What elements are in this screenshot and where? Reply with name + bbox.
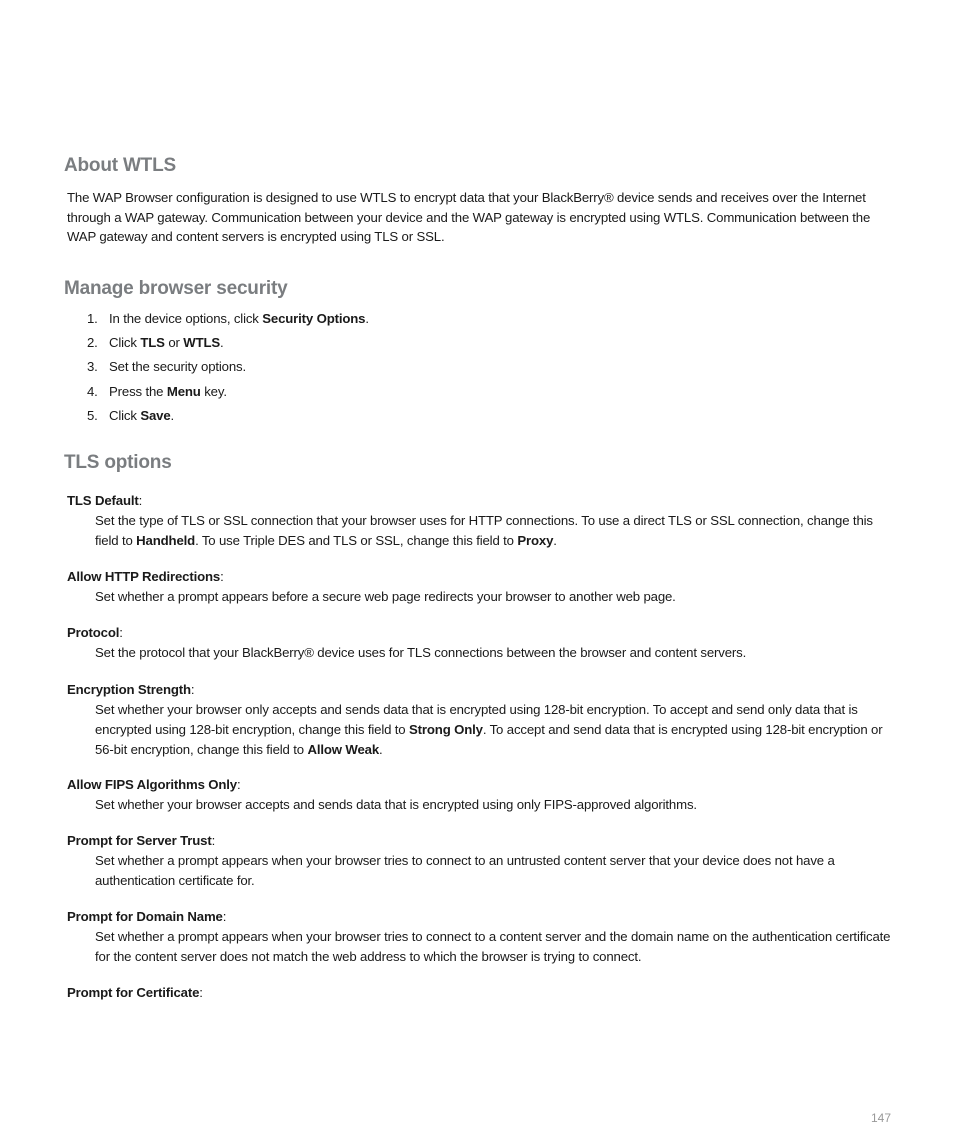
list-item: 3. Set the security options. xyxy=(87,359,246,375)
option-prompt-for-server-trust: Prompt for Server Trust: Set whether a prompt appears when your browser tries to connect to an untrusted content server that your device does not have a authentication certificate for. xyxy=(67,831,893,891)
option-name: Allow FIPS Algorithms Only xyxy=(67,777,237,792)
list-item: 5. Click Save. xyxy=(87,407,175,423)
option-prompt-for-domain-name: Prompt for Domain Name: Set whether a prompt appears when your browser tries to connect to a content server and the domain name on the authentication certificate for the content server does not match the web address to which the browser is trying to connect. xyxy=(67,907,893,967)
option-description: Set the protocol that your BlackBerry® device uses for TLS connections between the browser and content servers. xyxy=(95,645,747,660)
option-description: Set whether your browser accepts and sends data that is encrypted using only FIPS-approved algorithms. xyxy=(95,797,697,812)
heading-tls-options: TLS options xyxy=(64,452,172,473)
option-description: Set whether a prompt appears before a secure web page redirects your browser to another web page. xyxy=(95,589,676,604)
option-prompt-for-certificate: Prompt for Certificate: xyxy=(67,985,203,1000)
option-description: Set whether a prompt appears when your browser tries to connect to an untrusted content server that your device does not have a authentication certificate for. xyxy=(95,853,835,888)
option-encryption-strength: Encryption Strength: Set whether your browser only accepts and sends data that is encrypted using 128-bit encryption. To accept and send only data that is encrypted using 128-bit encryption, change this field to Strong Only. To accept and send data that is encrypted using 128-bit encryption or 56-bit encryption, change this field to Allow Weak. xyxy=(67,680,893,760)
heading-manage-browser-security: Manage browser security xyxy=(64,278,288,299)
option-name: Allow HTTP Redirections xyxy=(67,569,221,584)
list-item: 1. In the device options, click Security Options. xyxy=(87,311,369,326)
list-item: 4. Press the Menu key. xyxy=(87,383,227,399)
option-name: Protocol xyxy=(67,625,120,640)
option-tls-default: TLS Default: Set the type of TLS or SSL connection that your browser uses for HTTP connections. To use a direct TLS or SSL connection, change this field to Handheld. To use Triple DES and TLS or SSL, change this field to Proxy. xyxy=(67,491,893,551)
option-allow-http-redirections: Allow HTTP Redirections: Set whether a prompt appears before a secure web page redirects your browser to another web page. xyxy=(67,567,893,607)
option-allow-fips-algorithms-only: Allow FIPS Algorithms Only: Set whether your browser accepts and sends data that is encrypted using only FIPS-approved algorithms. xyxy=(67,775,893,815)
option-name: Prompt for Domain Name xyxy=(67,909,223,924)
option-description: Set the type of TLS or SSL connection that your browser uses for HTTP connections. To use a direct TLS or SSL connection, change this field to Handheld. To use Triple DES and TLS or SSL, change this field to Proxy. xyxy=(95,513,873,548)
option-name: Prompt for Server Trust xyxy=(67,833,212,848)
list-item: 2. Click TLS or WTLS. xyxy=(87,335,224,351)
heading-about-wtls: About WTLS xyxy=(64,155,176,176)
option-protocol: Protocol: Set the protocol that your BlackBerry® device uses for TLS connections between the browser and content servers. xyxy=(67,623,893,663)
option-name: Encryption Strength xyxy=(67,682,191,697)
option-name: Prompt for Certificate xyxy=(67,985,200,1000)
page-number: 147 xyxy=(870,1111,891,1125)
steps-list xyxy=(87,309,369,430)
about-wtls-paragraph: The WAP Browser configuration is designed to use WTLS to encrypt data that your BlackBerry® device sends and receives over the Internet through a WAP gateway. Communication between your device and the WAP gateway is encrypted using WTLS. Communication between the WAP gateway and content servers is encrypted using TLS or SSL. xyxy=(67,190,871,244)
option-name: TLS Default xyxy=(67,493,139,508)
option-description: Set whether your browser only accepts and sends data that is encrypted using 128-bit encryption. To accept and send only data that is encrypted using 128-bit encryption, change this field to Strong Only. To accept and send data that is encrypted using 128-bit encryption or 56-bit encryption, change this field to Allow Weak. xyxy=(95,702,883,757)
option-description: Set whether a prompt appears when your browser tries to connect to a content server and the domain name on the authentication certificate for the content server does not match the web address to which the browser is trying to connect. xyxy=(95,929,891,964)
